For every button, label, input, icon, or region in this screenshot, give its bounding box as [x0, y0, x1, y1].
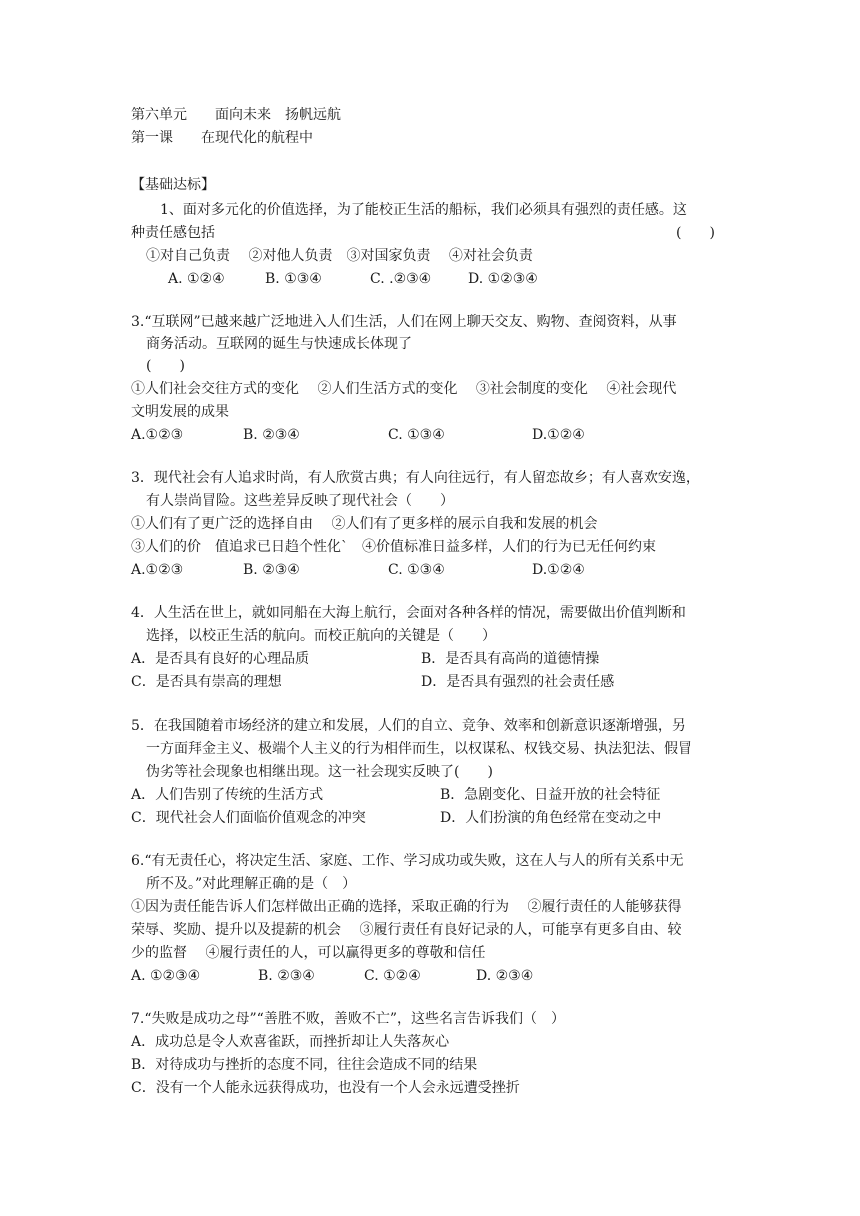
q4-line1: 4．人生活在世上，就如同船在大海上航行，会面对各种各样的情况，需要做出价值判断和 [131, 605, 686, 621]
q4-option-d: D．是否具有强烈的社会责任感 [421, 674, 615, 690]
q5-line3: 伪劣等社会现象也相继出现。这一社会现实反映了( ) [146, 764, 493, 780]
q7-option-a: A．成功总是令人欢喜雀跃，而挫折却让人失落灰心 [131, 1034, 450, 1050]
q1-line1: 1、面对多元化的价值选择，为了能校正生活的船标，我们必须具有强烈的责任感。这 [160, 202, 687, 218]
q2-line2: 商务活动。互联网的诞生与快速成长体现了 [146, 336, 412, 352]
q4-option-a: A．是否具有良好的心理品质 [131, 651, 310, 667]
q1-option-d: D. ①②③④ [468, 271, 538, 287]
q6-items-line1: ①因为责任能告诉人们怎样做出正确的选择，采取正确的行为 ②履行责任的人能够获得 [131, 899, 682, 915]
q5-option-a: A．人们告别了传统的生活方式 [131, 787, 324, 803]
q6-option-a: A. ①②③④ [131, 968, 201, 984]
lesson-title: 第一课 在现代化的航程中 [131, 130, 313, 146]
unit-title: 第六单元 面向未来 扬帆远航 [131, 107, 341, 123]
q3-option-d: D.①②④ [532, 562, 585, 578]
q7-option-c: C．没有一个人能永远获得成功，也没有一个人会永远遭受挫折 [131, 1080, 520, 1096]
q7-line1: 7.“失败是成功之母”“善胜不败，善败不亡”，这些名言告诉我们（ ） [131, 1011, 565, 1027]
q6-items-line3: 少的监督 ④履行责任的人，可以赢得更多的尊敬和信任 [131, 945, 486, 961]
q3-items-line1: ①人们有了更广泛的选择自由 ②人们有了更多样的展示自我和发展的机会 [131, 516, 598, 532]
q4-option-c: C．是否具有崇高的理想 [131, 674, 282, 690]
q1-items: ①对自己负责 ②对他人负责 ③对国家负责 ④对社会负责 [146, 248, 533, 264]
q4-option-b: B．是否具有高尚的道德情操 [421, 651, 600, 667]
q6-option-b: B. ②③④ [258, 968, 315, 984]
q2-items-line2: 文明发展的成果 [131, 404, 229, 420]
section-heading: 【基础达标】 [131, 177, 215, 193]
q1-option-b: B. ①③④ [265, 271, 322, 287]
q7-option-b: B．对待成功与挫折的态度不同，往往会造成不同的结果 [131, 1057, 478, 1073]
q1-option-c: C. .②③④ [370, 271, 432, 287]
q5-line2: 一方面拜金主义、极端个人主义的行为相伴而生，以权谋私、权钱交易、执法犯法、假冒 [146, 741, 692, 757]
q6-line1: 6.“有无责任心，将决定生活、家庭、工作、学习成功或失败，这在人与人的所有关系中无 [131, 853, 684, 869]
q1-answer-paren: ( ) [676, 225, 715, 241]
q2-option-d: D.①②④ [532, 427, 585, 443]
q3-line1: 3．现代社会有人追求时尚，有人欣赏古典；有人向往远行，有人留恋故乡；有人喜欢安逸， [131, 470, 700, 486]
q2-answer-paren: ( ) [146, 358, 185, 374]
q6-line2: 所不及。”对此理解正确的是（ ） [146, 876, 357, 892]
q1-option-a: A. ①②④ [168, 271, 225, 287]
q6-option-c: C. ①②④ [364, 968, 421, 984]
q6-items-line2: 荣辱、奖励、提升以及提薪的机会 ③履行责任有良好记录的人，可能享有更多自由、较 [131, 922, 682, 938]
q3-option-a: A.①②③ [131, 562, 184, 578]
q3-option-c: C. ①③④ [388, 562, 445, 578]
q1-line2: 种责任感包括 [131, 225, 215, 241]
q3-line2: 有人崇尚冒险。这些差异反映了现代社会（ ） [146, 493, 454, 509]
q6-option-d: D. ②③④ [476, 968, 534, 984]
q5-option-b: B．急剧变化、日益开放的社会特征 [440, 787, 661, 803]
q2-option-c: C. ①③④ [388, 427, 445, 443]
q2-line1: 3.“互联网”已越来越广泛地进入人们生活，人们在网上聊天交友、购物、查阅资料，从事 [131, 314, 677, 330]
q2-option-a: A.①②③ [131, 427, 184, 443]
q5-line1: 5．在我国随着市场经济的建立和发展，人们的自立、竞争、效率和创新意识逐渐增强，另 [131, 718, 686, 734]
q2-items-line1: ①人们社会交往方式的变化 ②人们生活方式的变化 ③社会制度的变化 ④社会现代 [131, 381, 677, 397]
q2-option-b: B. ②③④ [243, 427, 300, 443]
q5-option-c: C．现代社会人们面临价值观念的冲突 [131, 810, 366, 826]
q5-option-d: D．人们扮演的角色经常在变动之中 [440, 810, 662, 826]
q3-items-line2: ③人们的价 值追求已日趋个性化` ④价值标准日益多样，人们的行为已无任何约束 [131, 539, 656, 555]
q3-option-b: B. ②③④ [243, 562, 300, 578]
q4-line2: 选择，以校正生活的航向。而校正航向的关键是（ ） [146, 628, 496, 644]
